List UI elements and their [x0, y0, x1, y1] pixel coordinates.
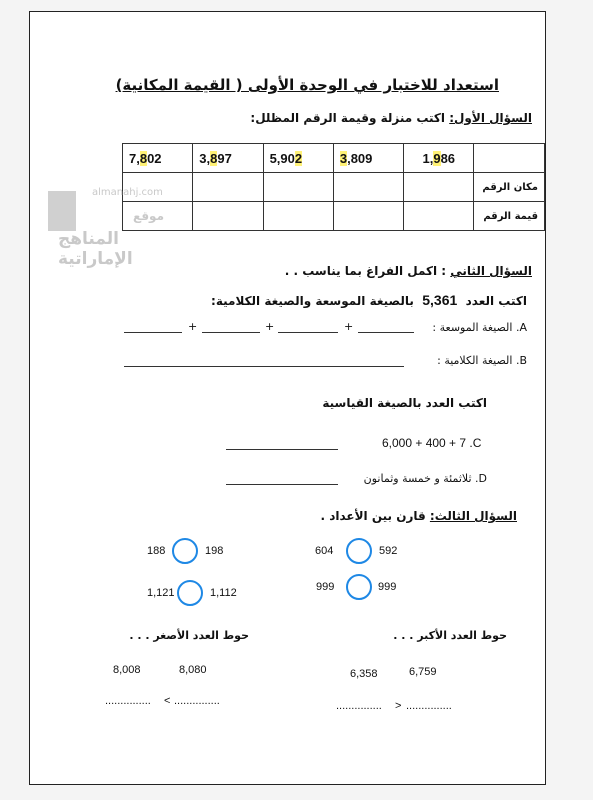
- question-2-text: : اكمل الفراغ بما يناسب . .: [284, 264, 447, 278]
- number-cell-2: 3,809: [333, 144, 403, 173]
- expanded-blank-2[interactable]: [202, 332, 260, 333]
- page-title: استعداد للاختبار في الوحدة الأولى ( القيمة المكانية): [115, 76, 499, 94]
- largest-option[interactable]: 6,759: [409, 666, 437, 678]
- smallest-option[interactable]: 8,080: [179, 664, 207, 676]
- order-blank[interactable]: ...............: [105, 695, 151, 707]
- standard-blank-d[interactable]: [226, 484, 338, 485]
- answer-cell[interactable]: [193, 202, 263, 231]
- answer-cell[interactable]: [333, 202, 403, 231]
- watermark-site: almanahj.com: [92, 187, 163, 198]
- order-blank[interactable]: ...............: [336, 700, 382, 712]
- answer-cell[interactable]: [404, 202, 474, 231]
- plus-sign: +: [188, 320, 198, 333]
- write-number-value: 5,361: [422, 292, 458, 308]
- compare-number: 604: [315, 545, 334, 557]
- compare-circle[interactable]: [172, 538, 198, 564]
- compare-number: 999: [316, 581, 335, 593]
- answer-cell[interactable]: [193, 173, 263, 202]
- write-number-instruction: اكتب العدد 5,361 بالصيغة الموسعة والصيغة الكلامية:: [211, 292, 527, 308]
- answer-cell[interactable]: [263, 202, 333, 231]
- question-1-heading: [250, 111, 532, 125]
- number-cell-1: 1,986: [404, 144, 474, 173]
- question-2-label: السؤال الثاني: [450, 264, 532, 278]
- compare-number: 1,121: [147, 587, 175, 599]
- compare-number: 592: [379, 545, 398, 557]
- table-row: [123, 144, 545, 173]
- smallest-option[interactable]: 8,008: [113, 664, 141, 676]
- part-a-label: A. الصيغة الموسعة :: [432, 321, 527, 334]
- number-cell-5: 7,802: [123, 144, 193, 173]
- circle-smallest-heading: حوط العدد الأصغر . . .: [129, 629, 249, 642]
- compare-number: 999: [378, 581, 397, 593]
- compare-number: 188: [147, 545, 166, 557]
- row-label-place: مكان الرقم: [474, 173, 545, 202]
- less-than-sign: <: [164, 695, 171, 707]
- compare-circle[interactable]: [346, 574, 372, 600]
- watermark-line1: موقع: [133, 209, 165, 223]
- question-3-heading: [320, 509, 517, 523]
- number-cell-3: 5,902: [263, 144, 333, 173]
- compare-number: 1,112: [210, 587, 237, 599]
- watermark-line2: المناهج الإماراتية: [58, 229, 133, 269]
- word-form-blank[interactable]: [124, 366, 404, 367]
- number-cell-4: 3,897: [193, 144, 263, 173]
- answer-cell[interactable]: [333, 173, 403, 202]
- question-1-text: اكتب منزلة وقيمة الرقم المظلل:: [250, 111, 446, 125]
- header-blank-cell: [474, 144, 545, 173]
- watermark: [48, 187, 188, 267]
- order-blank[interactable]: ...............: [406, 700, 452, 712]
- question-3-label: السؤال الثالث:: [429, 509, 517, 523]
- compare-number: 198: [205, 545, 224, 557]
- part-b-label: B. الصيغة الكلامية :: [437, 354, 527, 367]
- expanded-blank-4[interactable]: [358, 332, 414, 333]
- standard-form-heading: اكتب العدد بالصيغة القياسية: [322, 396, 487, 410]
- expanded-blank-3[interactable]: [278, 332, 338, 333]
- part-d-words: D. ثلاثمئة و خمسة وثمانون: [363, 472, 487, 485]
- compare-circle[interactable]: [177, 580, 203, 606]
- expanded-blank-1[interactable]: [124, 332, 182, 333]
- circle-largest-heading: حوط العدد الأكبر . . .: [393, 629, 507, 642]
- worksheet-page: [29, 11, 546, 785]
- row-label-value: قيمة الرقم: [474, 202, 545, 231]
- order-blank[interactable]: ...............: [174, 695, 220, 707]
- question-3-text: قارن بين الأعداد .: [320, 509, 426, 523]
- compare-circle[interactable]: [346, 538, 372, 564]
- plus-sign: +: [344, 320, 354, 333]
- standard-blank-c[interactable]: [226, 449, 338, 450]
- part-c-expression: 6,000 + 400 + 7 .C: [382, 436, 482, 450]
- plus-sign: +: [265, 320, 275, 333]
- question-1-label: السؤال الأول:: [449, 111, 532, 125]
- largest-option[interactable]: 6,358: [350, 668, 378, 680]
- answer-cell[interactable]: [263, 173, 333, 202]
- watermark-logo-icon: [48, 191, 76, 231]
- greater-than-sign: >: [395, 700, 402, 712]
- answer-cell[interactable]: [404, 173, 474, 202]
- question-2-heading: [285, 264, 532, 278]
